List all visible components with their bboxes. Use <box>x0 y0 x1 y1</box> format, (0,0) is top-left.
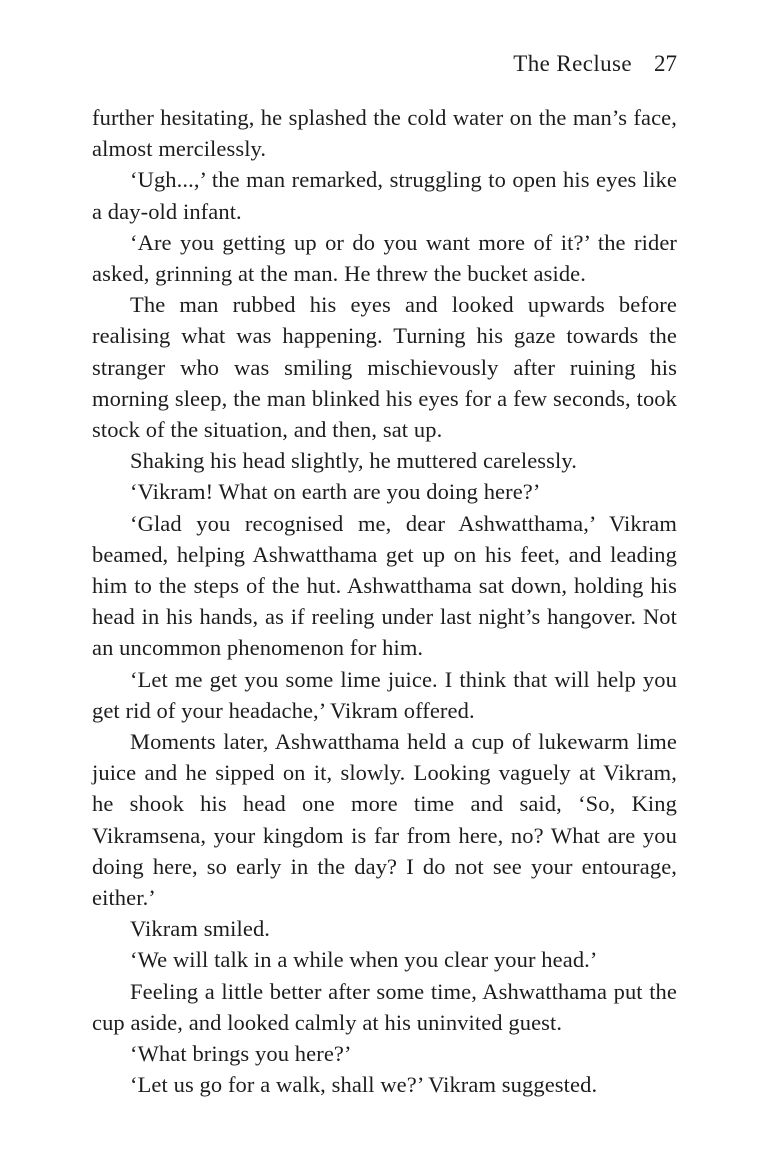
paragraph: Feeling a little better after some time, Ashwatthama put the cup aside, and looked calmly at his uninvited guest. <box>92 978 677 1035</box>
paragraph: ‘Are you getting up or do you want more of it?’ the rider asked, grinning at the man. He threw the bucket aside. <box>92 229 677 287</box>
paragraph: ‘Ugh...,’ the man remarked, struggling to open his eyes like a day-old infant. <box>92 167 677 224</box>
running-title: The Recluse <box>513 51 632 76</box>
paragraph: Vikram smiled. <box>130 916 271 942</box>
paragraph: Shaking his head slightly, he muttered carelessly. <box>130 448 577 474</box>
page-header <box>92 50 677 77</box>
page-number: 27 <box>654 51 677 76</box>
paragraph: Moments later, Ashwatthama held a cup of lukewarm lime juice and he sipped on it, slowly. Looking vaguely at Vikram, he shook his head one more time and said, ‘So, King Vikramsena, your kingdom is far from here, no? What are you doing here, so early in the day? I do not see your entourage, either.’ <box>92 729 677 911</box>
paragraph: ‘Vikram! What on earth are you doing here?’ <box>130 479 541 505</box>
paragraph: further hesitating, he splashed the cold water on the man’s face, almost mercilessly. <box>92 105 677 162</box>
paragraph: ‘Let us go for a walk, shall we?’ Vikram suggested. <box>130 1072 598 1098</box>
paragraph: ‘We will talk in a while when you clear your head.’ <box>130 947 598 973</box>
paragraph: The man rubbed his eyes and looked upwards before realising what was happening. Turning his gaze towards the stranger who was smiling mischievously after ruining his morning sleep, the man blinked his eyes for a few seconds, took stock of the situation, and then, sat up. <box>92 292 677 443</box>
paragraph: ‘Glad you recognised me, dear Ashwatthama,’ Vikram beamed, helping Ashwatthama get up on his feet, and leading him to the steps of the hut. Ashwatthama sat down, holding his head in his hands, as if reeling under last night’s hangover. Not an uncommon phenomenon for him. <box>92 510 677 661</box>
paragraph: ‘What brings you here?’ <box>130 1041 352 1067</box>
page-body <box>92 102 677 1101</box>
paragraph: ‘Let me get you some lime juice. I think that will help you get rid of your headache,’ Vikram offered. <box>92 666 677 723</box>
